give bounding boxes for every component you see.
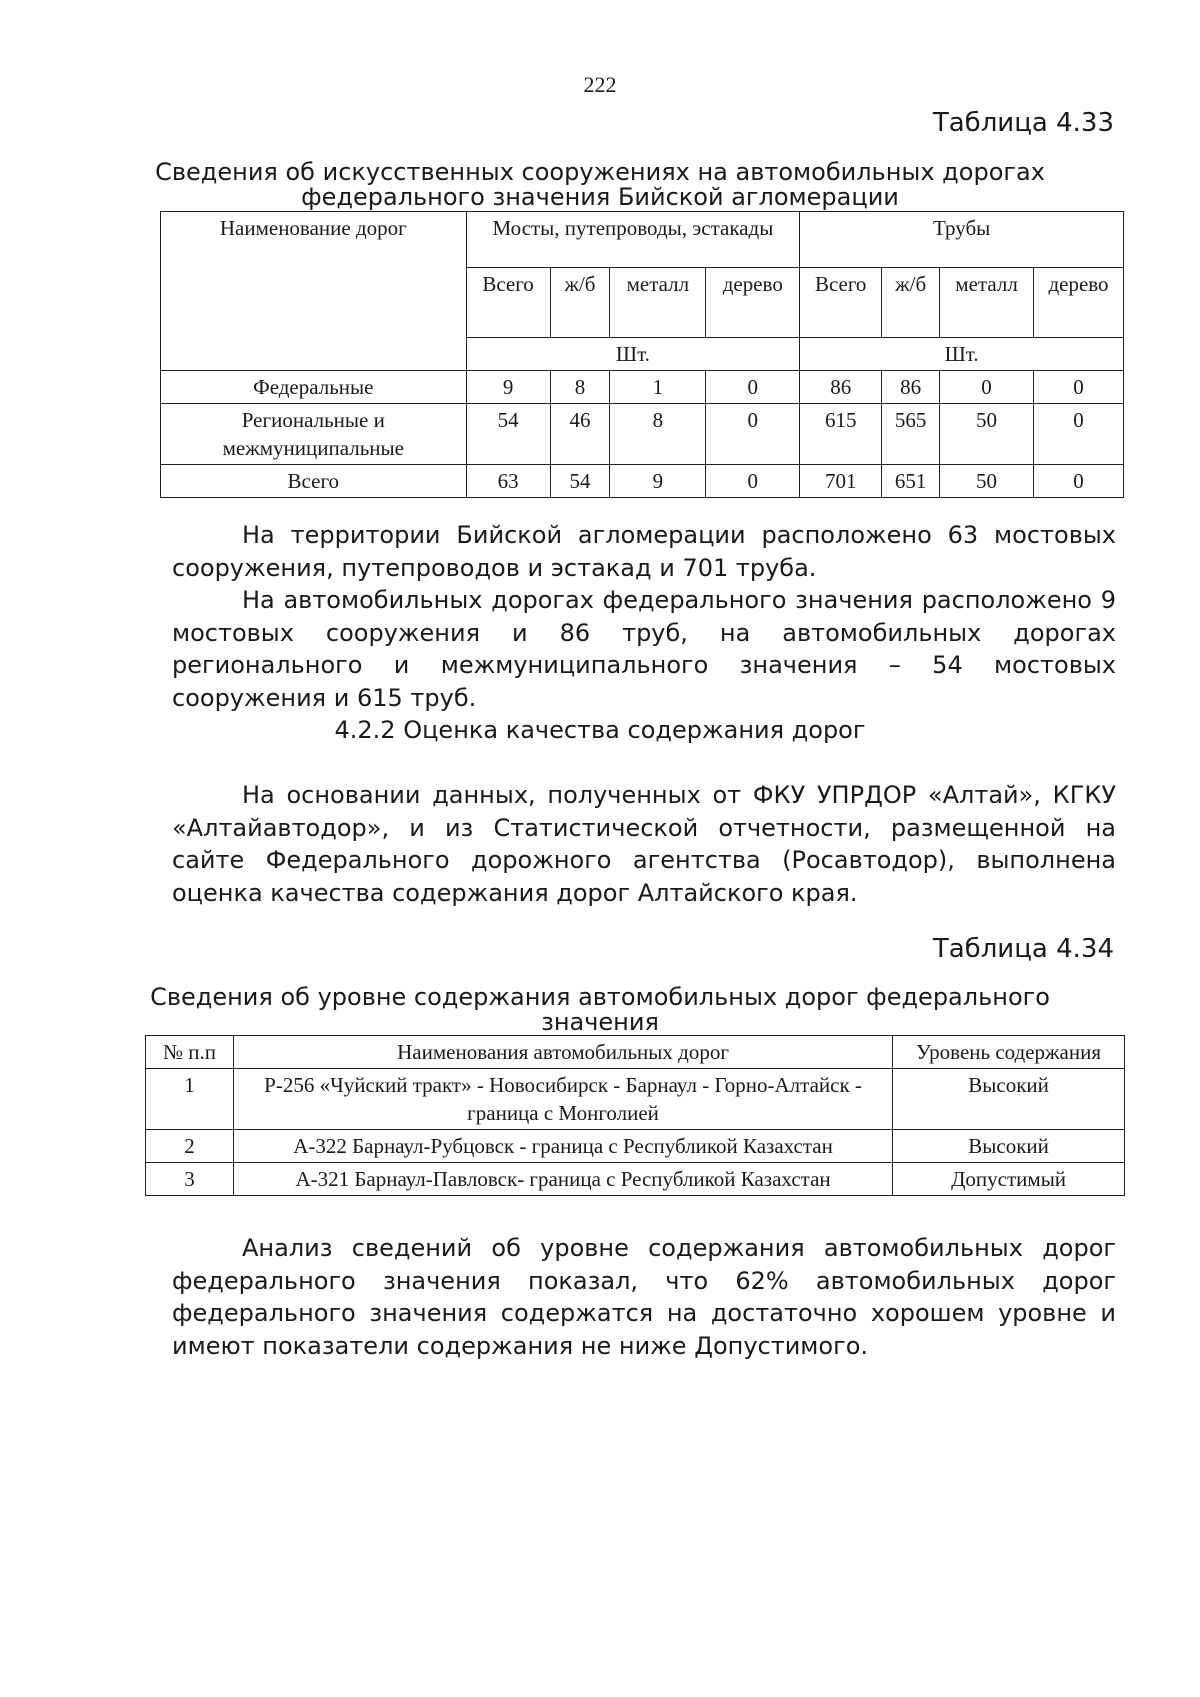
- table2-title-line2: значения: [541, 1008, 659, 1036]
- table1-unit-pipes: Шт.: [800, 338, 1124, 371]
- table1-cell: 1: [610, 371, 706, 404]
- paragraph-1-text: На территории Бийской агломерации расположено 63 мостовых сооружения, путепроводов и эстакад и 701 труба.: [172, 521, 1116, 582]
- table2-cell-level: Высокий: [893, 1130, 1125, 1163]
- table-row: [161, 404, 1124, 465]
- table1-cell: 0: [1034, 371, 1124, 404]
- table1-subheader: дерево: [706, 268, 800, 338]
- table2-cell-num: 1: [146, 1069, 234, 1130]
- table1-title: [150, 160, 1050, 210]
- table2-title-line1: Сведения об уровне содержания автомобильных дорог федерального: [150, 983, 1050, 1011]
- table1-subheader: дерево: [1034, 268, 1124, 338]
- table1-cell: 701: [800, 465, 882, 498]
- table-row: [161, 465, 1124, 498]
- table1-cell: 50: [940, 465, 1034, 498]
- table2-cell-level: Допустимый: [893, 1163, 1125, 1196]
- table1-cell: 651: [882, 465, 940, 498]
- table-row: [161, 371, 1124, 404]
- table1-subheader: Всего: [800, 268, 882, 338]
- table2-cell-num: 2: [146, 1130, 234, 1163]
- table1-cell: 0: [1034, 404, 1124, 465]
- paragraph-2-text: На автомобильных дорогах федерального значения расположено 9 мостовых сооружения и 86 труб, на автомобильных дорогах регионального и межмуниципального значения – 54 мостовых сооружения и 615 труб.: [172, 586, 1116, 712]
- table1-subheader: металл: [940, 268, 1034, 338]
- table1-subheader: ж/б: [882, 268, 940, 338]
- table2-cell-num: 3: [146, 1163, 234, 1196]
- table2-header-num: № п.п: [146, 1036, 234, 1069]
- table2: [145, 1035, 1125, 1196]
- table1-header-bridges: Мосты, путепроводы, эстакады: [466, 212, 800, 268]
- table1-header-pipes: Трубы: [800, 212, 1124, 268]
- paragraph-1: [172, 519, 1116, 584]
- section-heading: 4.2.2 Оценка качества содержания дорог: [334, 716, 866, 744]
- table1-unit-bridges: Шт.: [466, 338, 800, 371]
- table1-cell: 9: [466, 371, 550, 404]
- table1-cell: 86: [800, 371, 882, 404]
- paragraph-2: [172, 584, 1116, 714]
- table-row: [146, 1130, 1125, 1163]
- table1-cell: 9: [610, 465, 706, 498]
- table2-cell-name: Р-256 «Чуйский тракт» - Новосибирск - Барнаул - Горно-Алтайск - граница с Монголией: [233, 1069, 892, 1130]
- table1: [160, 211, 1124, 498]
- table1-cell: 615: [800, 404, 882, 465]
- paragraph-3: [172, 779, 1116, 909]
- table1-cell: 8: [550, 371, 610, 404]
- table1-cell: 0: [706, 371, 800, 404]
- table1-row-name: Всего: [161, 465, 467, 498]
- table2-cell-level: Высокий: [893, 1069, 1125, 1130]
- table1-row-name: Региональные и межмуниципальные: [161, 404, 467, 465]
- table2-header-name: Наименования автомобильных дорог: [233, 1036, 892, 1069]
- paragraph-4-text: Анализ сведений об уровне содержания автомобильных дорог федерального значения показал, что 62% автомобильных дорог федерального значения содержатся на достаточно хорошем уровне и имеют показатели содержания не ниже Допустимого.: [172, 1234, 1116, 1360]
- table1-cell: 54: [466, 404, 550, 465]
- table1-cell: 8: [610, 404, 706, 465]
- table1-title-line2: федерального значения Бийской агломерации: [301, 183, 899, 211]
- table-row: [146, 1069, 1125, 1130]
- table1-cell: 63: [466, 465, 550, 498]
- paragraph-3-text: На основании данных, полученных от ФКУ УПРДОР «Алтай», КГКУ «Алтайавтодор», и из Статистической отчетности, размещенной на сайте Федерального дорожного агентства (Росавтодор), выполнена оценка качества содержания дорог Алтайского края.: [172, 781, 1116, 907]
- table1-cell: 565: [882, 404, 940, 465]
- table1-header-name: Наименование дорог: [161, 212, 467, 371]
- table2-cell-name: А-321 Барнаул-Павловск- граница с Республикой Казахстан: [233, 1163, 892, 1196]
- table1-cell: 0: [706, 404, 800, 465]
- table2-header: [146, 1036, 1125, 1069]
- table2-label: Таблица 4.34: [932, 934, 1114, 964]
- table1-cell: 54: [550, 465, 610, 498]
- table1-cell: 50: [940, 404, 1034, 465]
- paragraph-4: [172, 1232, 1116, 1362]
- table1-cell: 0: [706, 465, 800, 498]
- table2-cell-name: А-322 Барнаул-Рубцовск - граница с Республикой Казахстан: [233, 1130, 892, 1163]
- table1-row-name: Федеральные: [161, 371, 467, 404]
- table1-subheader: Всего: [466, 268, 550, 338]
- table1-cell: 46: [550, 404, 610, 465]
- table1-cell: 0: [1034, 465, 1124, 498]
- table2-header-level: Уровень содержания: [893, 1036, 1125, 1069]
- table2-title: [150, 985, 1050, 1035]
- table1-cell: 86: [882, 371, 940, 404]
- table1-title-line1: Сведения об искусственных сооружениях на автомобильных дорогах: [155, 158, 1045, 186]
- table1-cell: 0: [940, 371, 1034, 404]
- table-row: [146, 1163, 1125, 1196]
- table1-subheader: металл: [610, 268, 706, 338]
- page-number: 222: [583, 72, 617, 97]
- table1-label: Таблица 4.33: [932, 108, 1114, 138]
- table1-subheader: ж/б: [550, 268, 610, 338]
